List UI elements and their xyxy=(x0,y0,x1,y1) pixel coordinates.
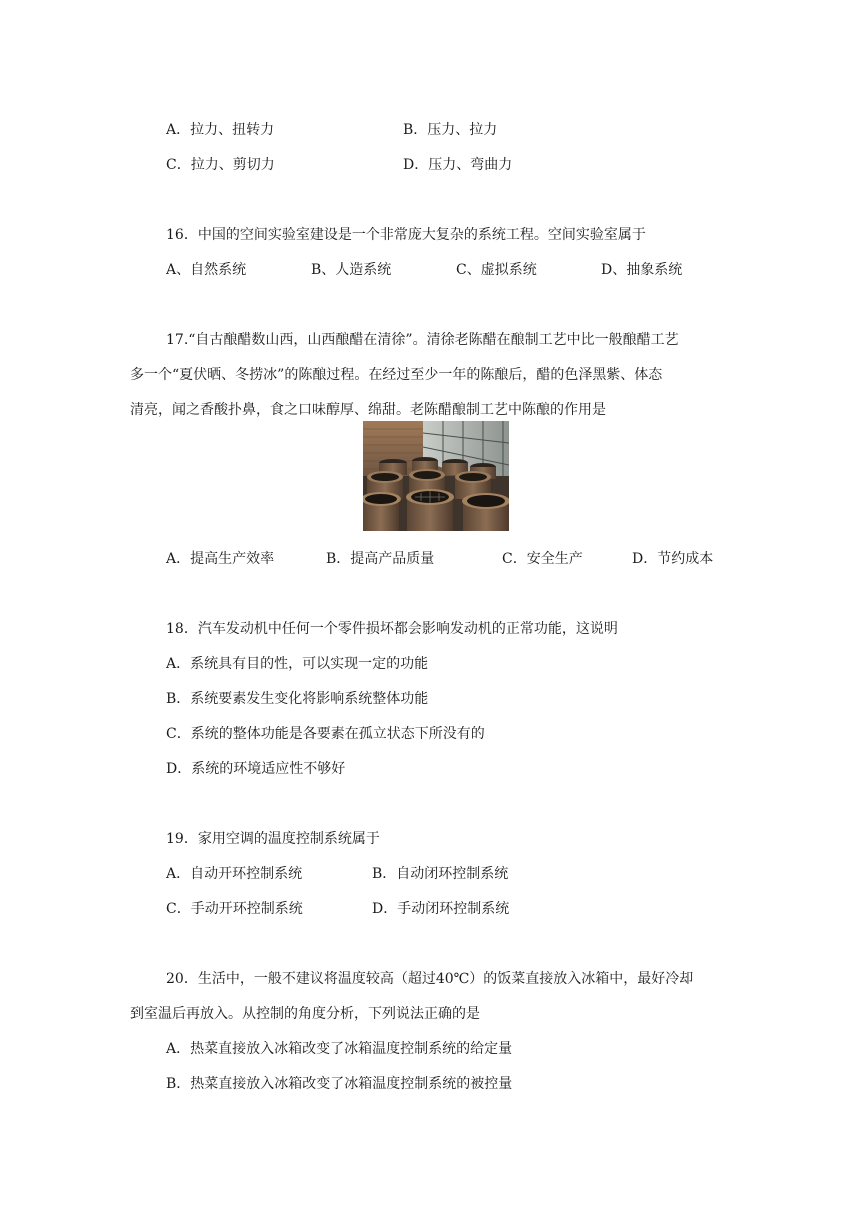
q20-stem-line-1: 20．生活中，一般不建议将温度较高（超过40℃）的饭菜直接放入冰箱中，最好冷却 xyxy=(166,971,694,987)
q19-stem: 19．家用空调的温度控制系统属于 xyxy=(166,831,380,847)
q18-option-c: C．系统的整体功能是各要素在孤立状态下所没有的 xyxy=(166,726,485,742)
q19-option-b: B．自动闭环控制系统 xyxy=(372,866,509,882)
q17-stem-line-3: 清亮，闻之香酸扑鼻，食之口味醇厚、绵甜。老陈醋酿制工艺中陈酿的作用是 xyxy=(130,402,606,418)
q17-option-c: C．安全生产 xyxy=(502,551,583,567)
q17-stem-line-2: 多一个“夏伏晒、冬捞冰”的陈酿过程。在经过至少一年的陈酿后，醋的色泽黑紫、体态 xyxy=(130,367,663,383)
q18-option-a: A．系统具有目的性，可以实现一定的功能 xyxy=(166,656,429,672)
q20-stem-line-2: 到室温后再放入。从控制的角度分析，下列说法正确的是 xyxy=(130,1006,480,1022)
q20-option-b: B．热菜直接放入冰箱改变了冰箱温度控制系统的被控量 xyxy=(166,1076,513,1092)
q19-option-a: A．自动开环控制系统 xyxy=(166,866,303,882)
q15-option-c: C．拉力、剪切力 xyxy=(166,157,275,173)
q15-option-b: B．压力、拉力 xyxy=(403,122,498,138)
q19-option-d: D．手动闭环控制系统 xyxy=(372,901,510,917)
q17-option-a: A．提高生产效率 xyxy=(166,551,275,567)
q20-option-a: A．热菜直接放入冰箱改变了冰箱温度控制系统的给定量 xyxy=(166,1041,513,1057)
q17-option-b: B．提高产品质量 xyxy=(326,551,435,567)
q15-option-a: A．拉力、扭转力 xyxy=(166,122,275,138)
q15-option-d: D．压力、弯曲力 xyxy=(403,157,513,173)
q17-stem-line-1: 17.“自古酿醋数山西，山西酿醋在清徐”。清徐老陈醋在酿制工艺中比一般酿醋工艺 xyxy=(166,332,679,348)
q18-option-b: B．系统要素发生变化将影响系统整体功能 xyxy=(166,691,429,707)
vinegar-jars-photo xyxy=(363,421,509,531)
q16-option-a: A、自然系统 xyxy=(166,262,247,278)
q16-stem: 16．中国的空间实验室建设是一个非常庞大复杂的系统工程。空间实验室属于 xyxy=(166,227,646,243)
q16-option-c: C、虚拟系统 xyxy=(456,262,537,278)
q18-stem: 18．汽车发动机中任何一个零件损坏都会影响发动机的正常功能，这说明 xyxy=(166,621,618,637)
q16-option-b: B、人造系统 xyxy=(311,262,392,278)
q16-option-d: D、抽象系统 xyxy=(601,262,683,278)
q18-option-d: D．系统的环境适应性不够好 xyxy=(166,761,346,777)
q19-option-c: C．手动开环控制系统 xyxy=(166,901,303,917)
q17-option-d: D．节约成本 xyxy=(632,551,714,567)
